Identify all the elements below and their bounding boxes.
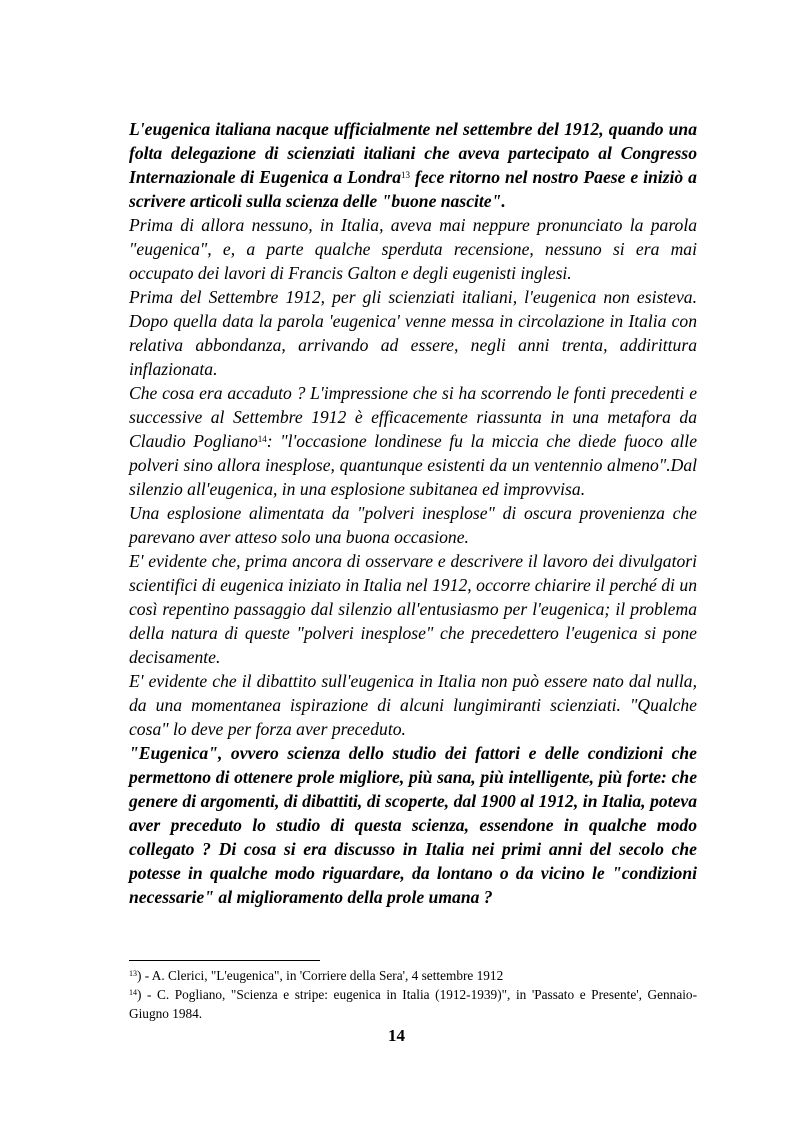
paragraph-8: "Eugenica", ovvero scienza dello studio dei fattori e delle condizioni che permettono di ottenere prole migliore, più sana, più intelligente, più forte: che genere di argomenti, di dibattiti, di scoperte, dal 1900 al 1912, in Italia, poteva aver preceduto lo studio di questa scienza, essendone in qualche modo collegato ? Di cosa si era discusso in Italia nei primi anni del secolo che potesse in qualche modo riguardare, da lontano o da vicino le "condizioni necessarie" al miglioramento della prole umana ?	[129, 743, 697, 907]
paragraph-4	[129, 381, 697, 501]
footnote-13-text: ) - A. Clerici, "L'eugenica", in 'Corriere della Sera', 4 settembre 1912	[137, 968, 504, 983]
paragraph-4-text-a: Che cosa era accaduto ? L'impressione che si ha scorrendo le fonti precedenti e successive al Settembre 1912 è efficacemente riassunta in una metafora da Claudio Pogliano	[129, 383, 697, 451]
paragraph-1-text-a: L'eugenica italiana nacque ufficialmente nel settembre del 1912, quando una folta delegazione di scienziati italiani che aveva partecipato al Congresso Internazionale di Eugenica a Londra	[129, 119, 697, 187]
footnote-14-number: 14	[129, 988, 137, 997]
footnote-ref-13: 13	[401, 170, 411, 180]
footnote-13	[129, 966, 697, 985]
footnote-14	[129, 985, 697, 1023]
page-number: 14	[388, 1026, 405, 1045]
paragraph-1-text-b: fece ritorno nel nostro Paese e iniziò a scrivere articoli sulla scienza delle "buone nascite".	[129, 167, 697, 211]
body-text	[129, 117, 697, 909]
paragraph-5: Una esplosione alimentata da "polveri inesplose" di oscura provenienza che parevano aver atteso solo una buona occasione.	[129, 503, 697, 547]
footnote-14-text: ) - C. Pogliano, "Scienza e stripe: eugenica in Italia (1912-1939)", in 'Passato e Presente', Gennaio-Giugno 1984.	[129, 987, 697, 1021]
paragraph-7: E' evidente che il dibattito sull'eugenica in Italia non può essere nato dal nulla, da una momentanea ispirazione di alcuni lungimiranti scienziati. "Qualche cosa" lo deve per forza aver preceduto.	[129, 671, 697, 739]
footnote-divider	[129, 960, 320, 961]
footnote-13-number: 13	[129, 969, 137, 978]
paragraph-6: E' evidente che, prima ancora di osservare e descrivere il lavoro dei divulgatori scientifici di eugenica iniziato in Italia nel 1912, occorre chiarire il perché di un così repentino passaggio dal silenzio all'entusiasmo per l'eugenica; il problema della natura di queste "polveri inesplose" che precedettero l'eugenica si pone decisamente.	[129, 551, 697, 667]
footnote-ref-14: 14	[257, 434, 267, 444]
paragraph-2: Prima di allora nessuno, in Italia, aveva mai neppure pronunciato la parola "eugenica", e, a parte qualche sperduta recensione, nessuno si era mai occupato dei lavori di Francis Galton e degli eugenisti inglesi.	[129, 215, 697, 283]
paragraph-3: Prima del Settembre 1912, per gli scienziati italiani, l'eugenica non esisteva. Dopo quella data la parola 'eugenica' venne messa in circolazione in Italia con relativa abbondanza, arrivando ad essere, negli anni trenta, addirittura inflazionata.	[129, 287, 697, 379]
paragraph-4-text-b: : "l'occasione londinese fu la miccia che diede fuoco alle polveri sino allora inesplose, quantunque esistenti da un ventennio almeno".Dal silenzio all'eugenica, in una esplosione subitanea ed improvvisa.	[129, 431, 697, 499]
paragraph-1	[129, 117, 697, 213]
footnotes	[129, 966, 697, 1023]
